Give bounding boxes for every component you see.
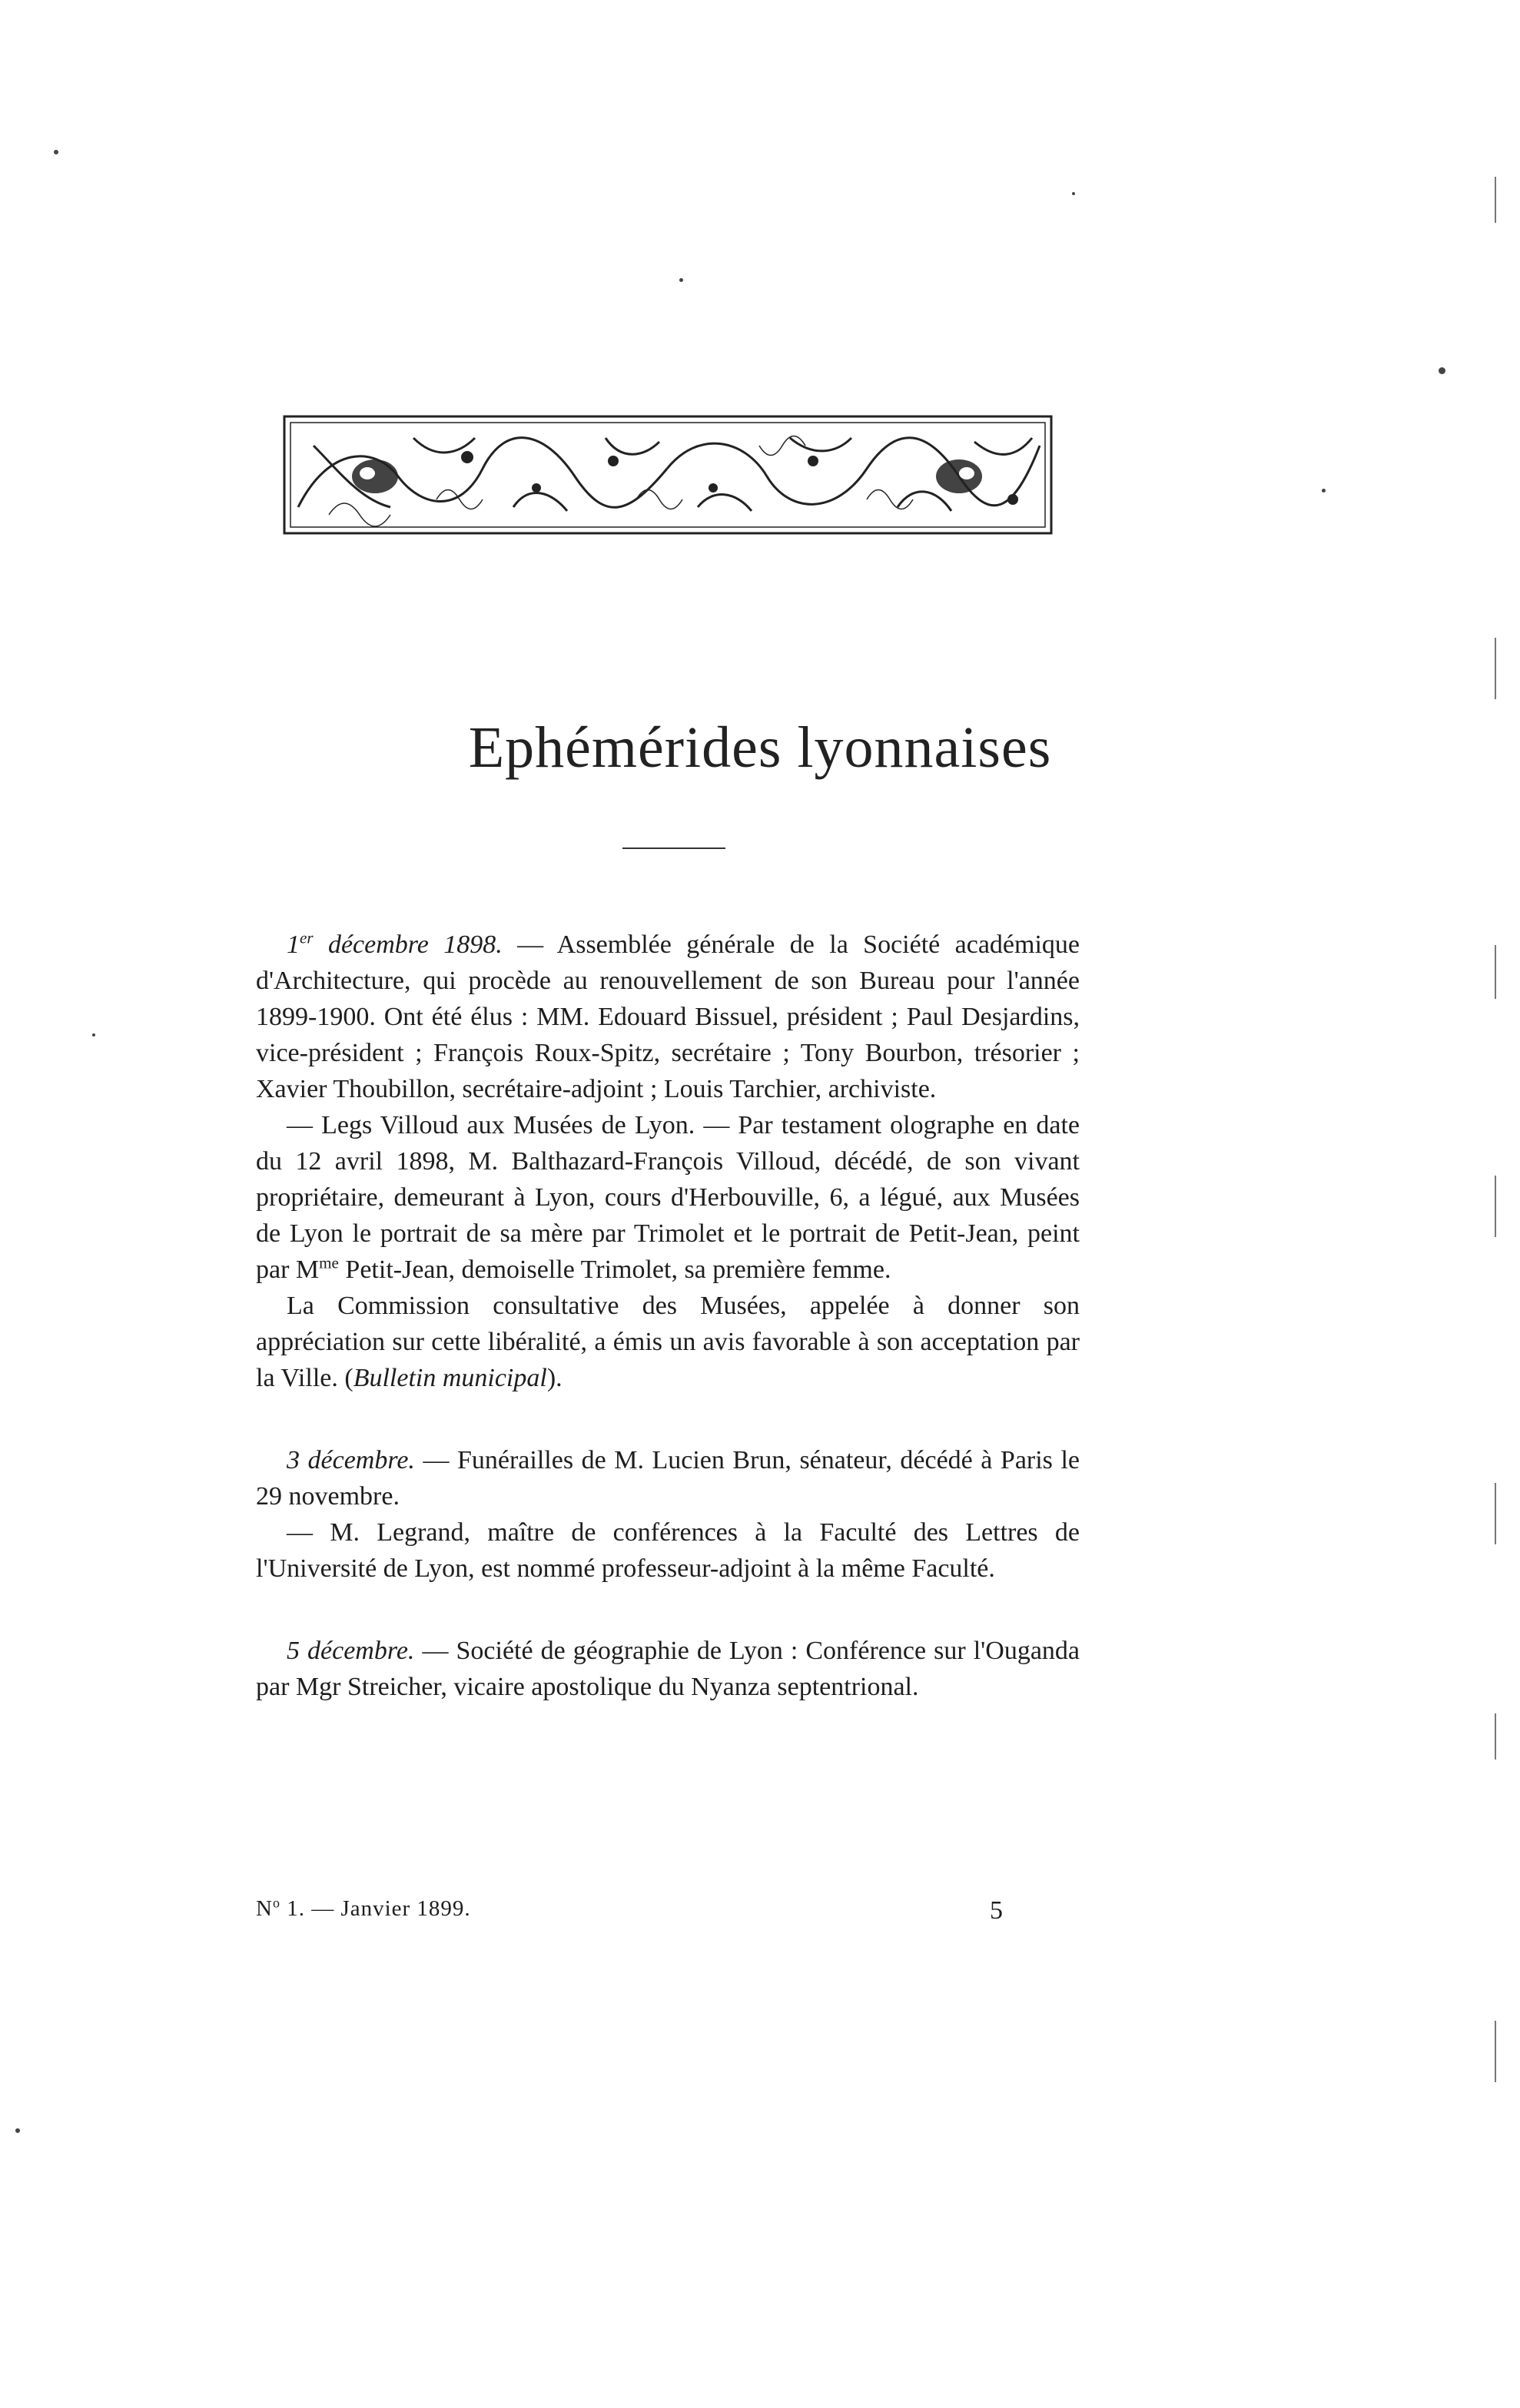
- article-body: [256, 927, 1080, 1705]
- title-divider: [622, 847, 725, 849]
- source-citation: Bulletin municipal: [353, 1364, 547, 1392]
- entry-paragraph: 1er décembre 1898. — Assemblée générale de la Société académique d'Architecture, qui procède au renouvellement de son Bureau pour l'année 1899-1900. Ont été élus : MM. Edouard Bissuel, président ; Paul Desjardins, vice-président ; François Roux-Spitz, secrétaire ; Tony Bourbon, trésorier ; Xavier Thoubillon, secrétaire-adjoint ; Louis Tarchier, archiviste.: [256, 928, 1080, 1103]
- page-number: 5: [990, 1896, 1003, 1925]
- scan-speck: [1072, 192, 1075, 195]
- scan-speck: [92, 1033, 95, 1037]
- entry-paragraph: 3 décembre. — Funérailles de M. Lucien Brun, sénateur, décédé à Paris le 29 novembre.: [256, 1446, 1080, 1511]
- entry-paragraph: — M. Legrand, maître de conférences à la Faculté des Lettres de l'Université de Lyon, est nommé professeur-adjoint à la même Faculté.: [256, 1518, 1080, 1583]
- entry-paragraph: 5 décembre. — Société de géographie de Lyon : Conférence sur l'Ouganda par Mgr Streicher, vicaire apostolique du Nyanza septentrional.: [256, 1637, 1080, 1701]
- scan-speck: [679, 278, 683, 282]
- page-title: Ephémérides lyonnaises: [468, 715, 1052, 780]
- issue-footer: $N^o$ 1. — Janvier 1899.: [256, 1895, 471, 1921]
- scan-speck: [15, 2128, 20, 2133]
- scan-speck: [1322, 489, 1326, 493]
- entry-date: 5 décembre.: [287, 1637, 415, 1665]
- ornament-headpiece: [283, 415, 1053, 535]
- scan-speck: [54, 150, 58, 154]
- entry-date: 1er décembre 1898.: [287, 928, 503, 959]
- entry-date: 3 décembre.: [287, 1446, 415, 1474]
- scan-speck: [1439, 367, 1445, 374]
- entry-paragraph: La Commission consultative des Musées, appelée à donner son appréciation sur cette libéralité, a émis un avis favorable à son acceptation par la Ville. (Bulletin municipal).: [256, 1292, 1080, 1392]
- entry-paragraph: — Legs Villoud aux Musées de Lyon. — Par testament olographe en date du 12 avril 1898, M. Balthazard-François Villoud, décédé, de son vivant propriétaire, demeurant à Lyon, cours d'Herbouville, 6, a légué, aux Musées de Lyon le portrait de sa mère par Trimolet et le portrait de Petit-Jean, peint par $M^{me}$ Petit-Jean, demoiselle Trimolet, sa première femme.: [256, 1111, 1080, 1284]
- scan-edge-marks: [1492, 177, 1498, 2251]
